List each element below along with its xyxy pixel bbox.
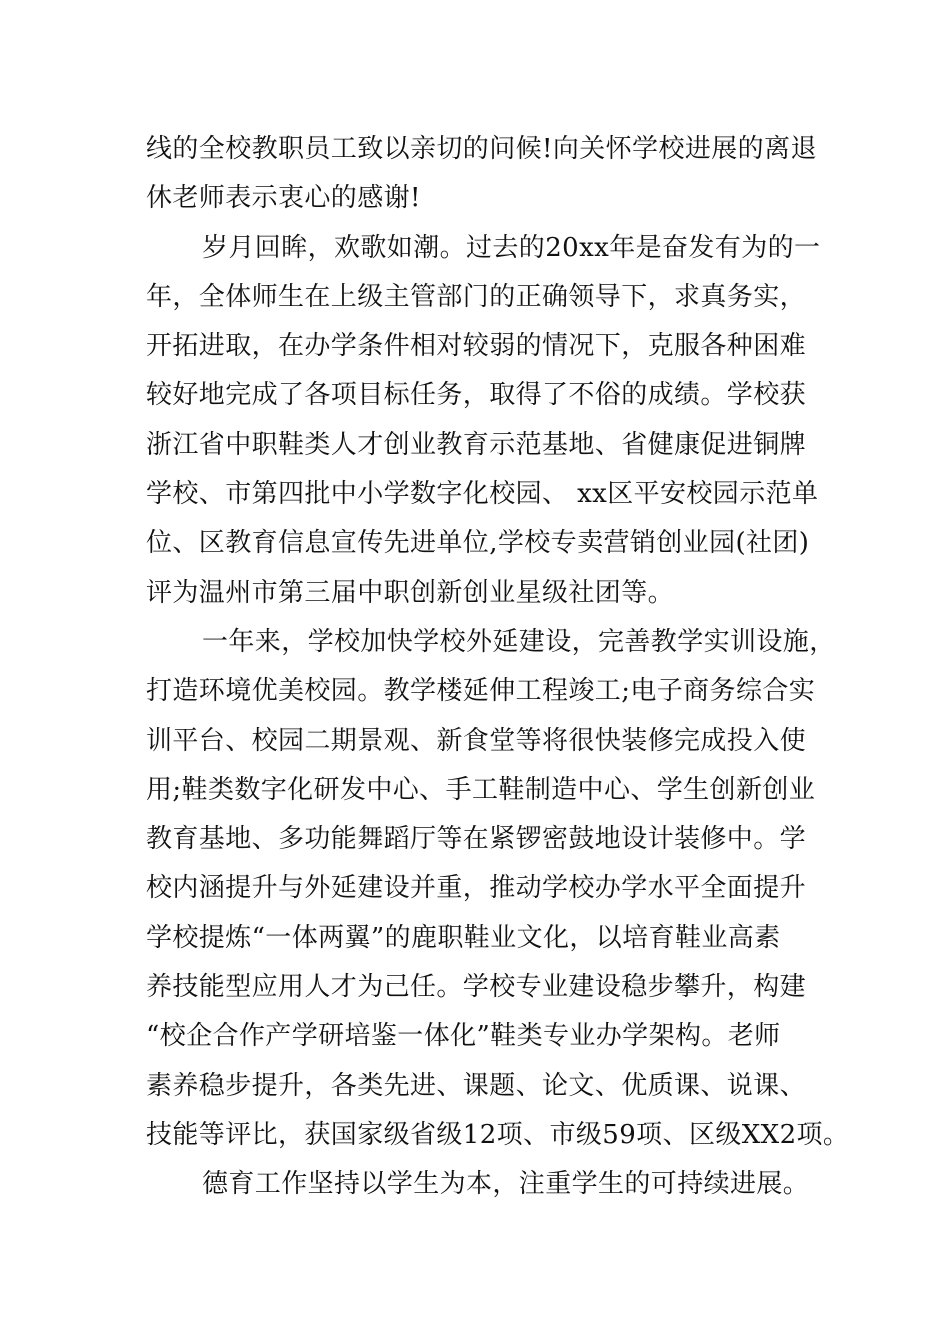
text-line-10: 评为温州市第三届中职创新创业星级社团等。 [146,577,675,608]
text-line-8: 学校、市第四批中小学数字化校园、 xx区平安校园示范单 [146,479,819,510]
text-line-6: 较好地完成了各项目标任务，取得了不俗的成绩。学校获 [146,380,807,411]
text-line-7: 浙江省中职鞋类人才创业教育示范基地、省健康促进铜牌 [146,429,807,460]
text-line-2: 休老师表示衷心的感谢! [146,183,421,214]
text-line-9: 位、区教育信息宣传先进单位,学校专卖营销创业园(社团) [146,528,810,559]
text-line-19: “校企合作产学研培鉴一体化”鞋类专业办学架构。老师 [146,1021,781,1052]
text-line-1: 线的全校教职员工致以亲切的问候!向关怀学校进展的离退 [146,134,817,164]
text-line-20: 素养稳步提升，各类先进、课题、论文、优质课、说课、 [146,1070,807,1101]
text-line-21: 技能等评比，获国家级省级12项、市级59项、区级XX2项。 [146,1119,850,1150]
text-line-5: 开拓进取，在办学条件相对较弱的情况下，克服各种困难 [146,331,807,362]
document-body [146,125,850,1210]
text-line-4: 年，全体师生在上级主管部门的正确领导下，求真务实， [146,281,807,312]
paragraph-start-line: 德育工作坚持以学生为本，注重学生的可持续进展。 [202,1169,810,1200]
text-line-18: 养技能型应用人才为己任。学校专业建设稳步攀升，构建 [146,972,807,1003]
text-line-13: 训平台、校园二期景观、新食堂等将很快装修完成投入使 [146,725,807,756]
text-line-17: 学校提炼“一体两翼”的鹿职鞋业文化，以培育鞋业高素 [146,922,781,953]
text-line-16: 校内涵提升与外延建设并重，推动学校办学水平全面提升 [146,873,807,904]
paragraph-start-line: 一年来，学校加快学校外延建设，完善教学实训设施， [202,626,836,657]
paragraph-start-line: 岁月回眸，欢歌如潮。过去的20xx年是奋发有为的一 [202,232,821,263]
text-line-14: 用;鞋类数字化研发中心、手工鞋制造中心、学生创新创业 [146,774,816,805]
text-line-12: 打造环境优美校园。教学楼延伸工程竣工;电子商务综合实 [146,676,816,707]
text-line-15: 教育基地、多功能舞蹈厅等在紧锣密鼓地设计装修中。学 [146,824,807,855]
